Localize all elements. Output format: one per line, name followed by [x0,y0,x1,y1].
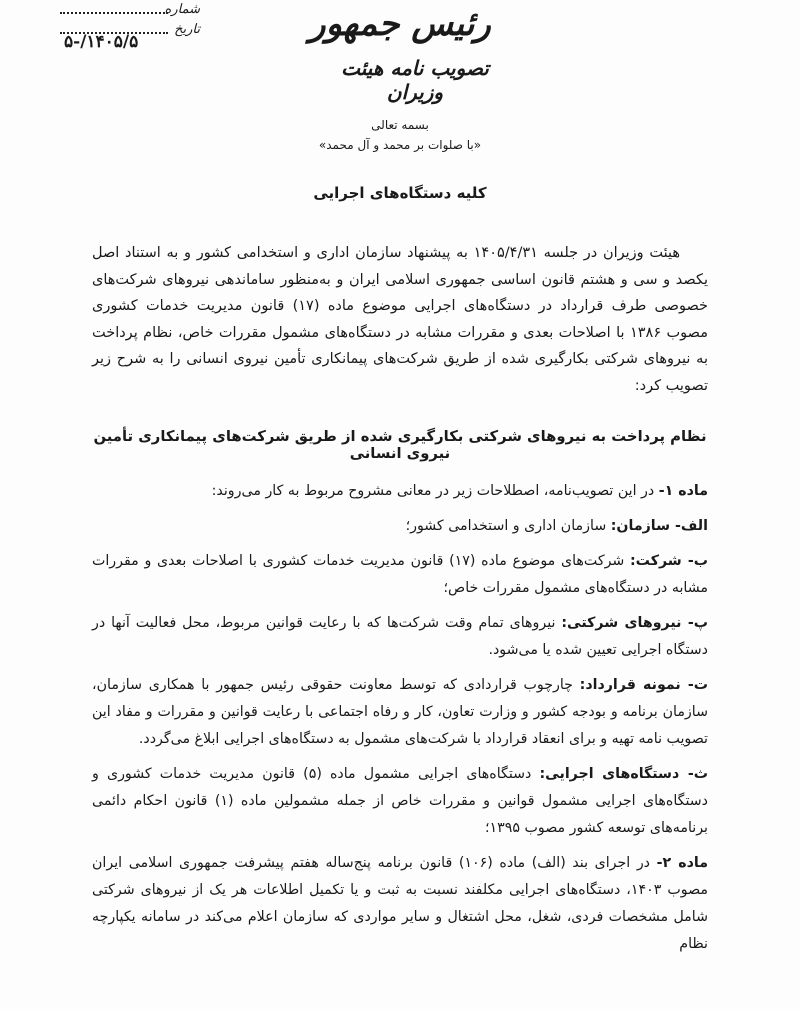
invocation-line-1: بسمه تعالی [371,118,429,132]
definition-alef-head: الف- سازمان: [610,518,708,534]
regulation-title: نظام پرداخت به نیروهای شرکتی بکارگیری شده از طریق شرکت‌های پیمانکاری تأمین نیروی انسانی [93,428,707,462]
articles-section [92,478,708,966]
article-1-text: در این تصویب‌نامه، اصطلاحات زیر در معانی مشروح مربوط به کار می‌روند: [211,483,659,499]
definition-te-head: ت- نمونه قرارداد: [579,677,709,693]
definition-te-text: چارچوب قراردادی که توسط معاونت حقوقی رئیس جمهور با همکاری سازمان، سازمان برنامه و بودجه کشور و وزارت تعاون، کار و رفاه اجتماعی با رعایت قوانین و مقررات و مفاد این تصویب نامه تهیه و برای انعقاد قرارداد با شرکت‌های مشمول به دستگاه‌های اجرایی ابلاغ می‌گردد. [92,677,708,747]
preamble-paragraph [92,240,708,399]
number-dotted-line [60,12,168,14]
definition-be [92,548,708,602]
definition-alef-text: سازمان اداری و استخدامی کشور؛ [405,518,611,534]
number-label: شماره [164,2,200,17]
definition-se [92,761,708,842]
definition-te [92,672,708,753]
definition-be-text: شرکت‌های موضوع ماده (۱۷) قانون مدیریت خدمات کشوری با اصلاحات بعدی و مقررات مشابه در دستگاه‌های مشمول مقررات خاص؛ [92,553,708,596]
definition-alef [92,513,708,540]
definition-se-head: ث- دستگاه‌های اجرایی: [539,766,708,782]
number-row [60,0,200,20]
article-2-text: در اجرای بند (الف) ماده (۱۰۶) قانون برنامه پنج‌ساله هفتم پیشرفت جمهوری اسلامی ایران مصوب ۱۴۰۳، دستگاه‌های اجرایی مکلفند نسبت به ثبت و یا تکمیل اطلاعات هر یک از نیروهای شرکتی شامل مشخصات فردی، شغل، محل اشتغال و سایر مواردی که سازمان اعلام می‌کند در سامانه یکپارچه نظام [92,855,708,952]
date-value: ۱۴۰۵/۵/-۵ [64,32,139,52]
article-1-head: ماده ۱- [658,483,708,499]
definition-pe [92,610,708,664]
emblem-title: رئیس جمهور [309,4,491,44]
date-label: تاریخ [174,22,200,37]
definition-pe-head: پ- نیروهای شرکتی: [561,615,708,631]
article-1 [92,478,708,505]
emblem-subtitle: تصویب نامه هیئت وزیران [341,56,489,104]
definition-se-text: دستگاه‌های اجرایی مشمول ماده (۵) قانون مدیریت خدمات کشوری و دستگاه‌های اجرایی مشمول قوانین و مقررات خاص از جمله مشمولین ماده (۱) قانون احکام دائمی برنامه‌های توسعه کشور مصوب ۱۳۹۵؛ [92,766,708,836]
preamble-text: هیئت وزیران در جلسه ۱۴۰۵/۴/۳۱ به پیشنهاد سازمان اداری و استخدامی کشور و به استناد اصل یکصد و سی و هشتم قانون اساسی جمهوری اسلامی ایران و به‌منظور ساماندهی نیروهای شرکت‌های خصوصی طرف قرارداد در دستگاه‌های اجرایی موضوع ماده (۱۷) قانون مدیریت خدمات کشوری مصوب ۱۳۸۶ با اصلاحات بعدی و مقررات مشابه در دستگاه‌های مشمول مقررات خاص، نظام پرداخت به نیروهای شرکتی بکارگیری شده از طریق شرکت‌های پیمانکاری تأمین نیروی انسانی را به شرح زیر تصویب کرد: [92,245,709,394]
invocation-line-2: «با صلوات بر محمد و آل محمد» [318,138,482,152]
article-2-head: ماده ۲- [656,855,708,871]
article-2 [92,850,708,958]
definition-be-head: ب- شرکت: [630,553,708,569]
definition-pe-text: نیروهای تمام وقت شرکت‌ها که با رعایت قوانین مربوط، محل فعالیت آنها در دستگاه اجرایی تعیین شده یا می‌شود. [92,615,708,658]
addressee-heading: کلیه دستگاه‌های اجرایی [313,184,487,202]
